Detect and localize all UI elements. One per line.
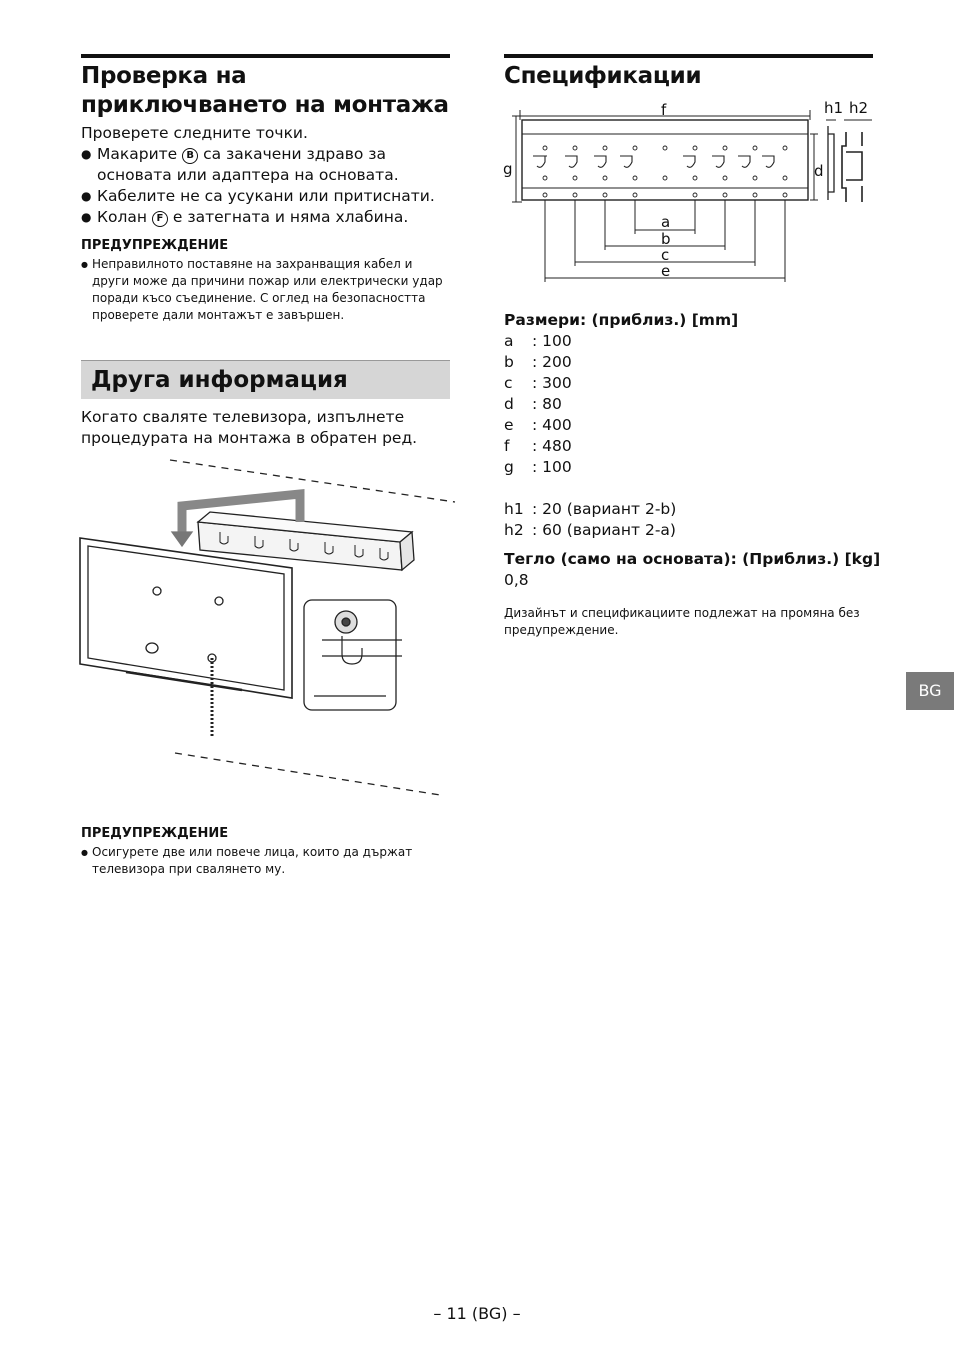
other-title: Друга информация <box>91 367 348 393</box>
dim-key: d <box>504 395 514 413</box>
dim-key: g <box>504 458 514 476</box>
marker-f-icon: F <box>152 211 168 227</box>
check-bullet-3: ● Колан F е затегната и няма хлабина. <box>81 207 450 228</box>
check-bullet-1: ● Макарите B са закачени здраво за основата или адаптера на основата. <box>81 144 450 186</box>
other-warning-title: ПРЕДУПРЕЖДЕНИЕ <box>81 826 229 841</box>
check-warning-text: ● Неправилното поставяне на захранващия кабел и други може да причини пожар или електрически удар поради късо съединение. С оглед на безопасността проверете дали монтажът е завършен. <box>81 256 450 324</box>
weight-title: Тегло (само на основата): (Приблиз.) [kg] <box>504 550 881 568</box>
check-intro: Проверете следните точки. <box>81 124 308 142</box>
section-rule <box>81 54 450 58</box>
dim-label-e: e <box>661 262 671 280</box>
other-text: Когато сваляте телевизора, изпълнете процедурата на монтажа в обратен ред. <box>81 408 418 447</box>
dim-row <box>504 457 884 478</box>
spec-note: Дизайнът и спецификациите подлежат на промяна без предупреждение. <box>504 606 860 637</box>
check-warning-title: ПРЕДУПРЕЖДЕНИЕ <box>81 238 229 253</box>
dim-value: : 200 <box>532 353 572 371</box>
dim-label-c: c <box>661 246 670 264</box>
dim-row <box>504 415 884 436</box>
page-number: – 11 (BG) – <box>433 1304 521 1323</box>
dim-value: : 80 <box>532 395 562 413</box>
bracket-dimension-diagram <box>500 96 880 286</box>
tv-removal-illustration <box>70 450 470 810</box>
dim-row <box>504 499 884 520</box>
spec-title: Спецификации <box>504 63 702 89</box>
dim-key: b <box>504 353 514 371</box>
check-title: Проверка на приключването на монтажа <box>81 63 449 118</box>
left-column <box>81 54 450 324</box>
section-rule <box>504 54 873 58</box>
dim-row <box>504 394 884 415</box>
other-banner <box>81 360 450 399</box>
dim-value: : 300 <box>532 374 572 392</box>
dim-value: : 400 <box>532 416 572 434</box>
other-section <box>81 360 450 449</box>
dim-label-h1: h1 <box>824 99 844 117</box>
dim-row <box>504 352 884 373</box>
dim-value: : 480 <box>532 437 572 455</box>
spec-dimensions <box>504 310 884 639</box>
dims-title: Размери: (приблиз.) [mm] <box>504 311 739 329</box>
dim-row <box>504 373 884 394</box>
dims-list <box>504 331 884 478</box>
dim-key: h1 <box>504 500 524 518</box>
dim-value: : 20 (вариант 2-b) <box>532 500 677 518</box>
dim-label-b: b <box>661 230 671 248</box>
dim-row <box>504 436 884 457</box>
dim-value: : 100 <box>532 458 572 476</box>
weight-value: 0,8 <box>504 571 529 589</box>
dim-key: h2 <box>504 521 524 539</box>
dim-row <box>504 520 884 541</box>
marker-b-icon: B <box>182 148 198 164</box>
dim-label-g: g <box>503 160 513 178</box>
dim-key: c <box>504 374 513 392</box>
check-body <box>81 123 450 228</box>
dim-label-f: f <box>661 101 667 119</box>
other-warning-text: ● Осигурете две или повече лица, които да държат телевизора при свалянето му. <box>81 844 450 878</box>
dim-key: f <box>504 437 510 455</box>
check-bullet-2: ● Кабелите не са усукани или притиснати. <box>81 186 450 207</box>
dim-label-h2: h2 <box>849 99 869 117</box>
dim-key: e <box>504 416 514 434</box>
dim-value: : 100 <box>532 332 572 350</box>
dim-label-a: a <box>661 213 671 231</box>
dim-key: a <box>504 332 514 350</box>
other-warning <box>81 826 450 878</box>
dim-value: : 60 (вариант 2-a) <box>532 521 676 539</box>
h-dims-list <box>504 499 884 541</box>
dim-row <box>504 331 884 352</box>
right-column <box>504 54 873 91</box>
dim-label-d: d <box>814 162 824 180</box>
language-tab: BG <box>906 672 954 710</box>
